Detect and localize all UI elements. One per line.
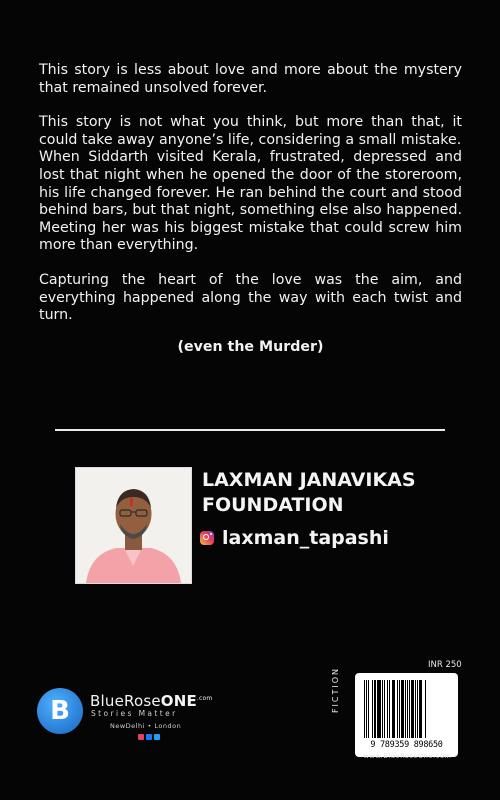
blurb-paragraph-2: This story is not what you think, but more than that, it could take away anyone’s life, considering a small mistake. [39, 114, 462, 148]
barcode-bar [426, 680, 428, 738]
publisher-website: www.BlueRoseOne.com [363, 752, 452, 760]
blurb-tagline: (even the Murder) [177, 338, 324, 355]
blurb-paragraph-4: Capturing the heart of the love was the aim, and everything happened along the way with each twist and turn. [39, 271, 462, 324]
author-portrait-image [76, 468, 191, 583]
instagram-handle-text: laxman_tapashi [222, 527, 389, 549]
isbn-number: 9 789359 898650 [370, 740, 443, 750]
author-name [202, 468, 462, 518]
publisher-brand-main: BlueRose [90, 692, 161, 710]
publisher-brand-name [90, 692, 212, 710]
author-name-line-1: LAXMAN JANAVIKAS [202, 469, 416, 491]
publisher-brand-bold: ONE [160, 692, 197, 710]
author-photo [75, 467, 192, 584]
author-name-line-2: FOUNDATION [202, 494, 344, 516]
publisher-brand-sup: .com [196, 695, 213, 702]
facebook-small-icon [146, 734, 152, 740]
book-genre: FICTION [331, 666, 340, 714]
publisher-logo-icon: B [37, 688, 83, 734]
twitter-small-icon [154, 734, 160, 740]
back-cover-blurb [39, 62, 462, 356]
blurb-paragraph-3: When Siddarth visited Kerala, frustrated, depressed and lost that night when he opened the door of the storeroom, his life changed forever. He ran behind the court and stood behind bars, but that night, something else also happened. Meeting her was his biggest mistake that could screw him more than everything. [39, 149, 462, 254]
barcode-bars [364, 680, 449, 738]
publisher-cities: NewDelhi • London [110, 722, 182, 730]
divider-line [55, 429, 445, 431]
author-social-handle [200, 527, 389, 549]
instagram-small-icon [138, 734, 144, 740]
publisher-tagline: Stories Matter [91, 709, 178, 718]
blurb-paragraph-1: This story is less about love and more about the mystery that remained unsolved forever. [39, 62, 462, 96]
book-price: INR 250 [428, 660, 462, 670]
instagram-icon [200, 531, 214, 545]
publisher-social-icons [138, 734, 160, 740]
isbn-barcode [355, 673, 458, 757]
